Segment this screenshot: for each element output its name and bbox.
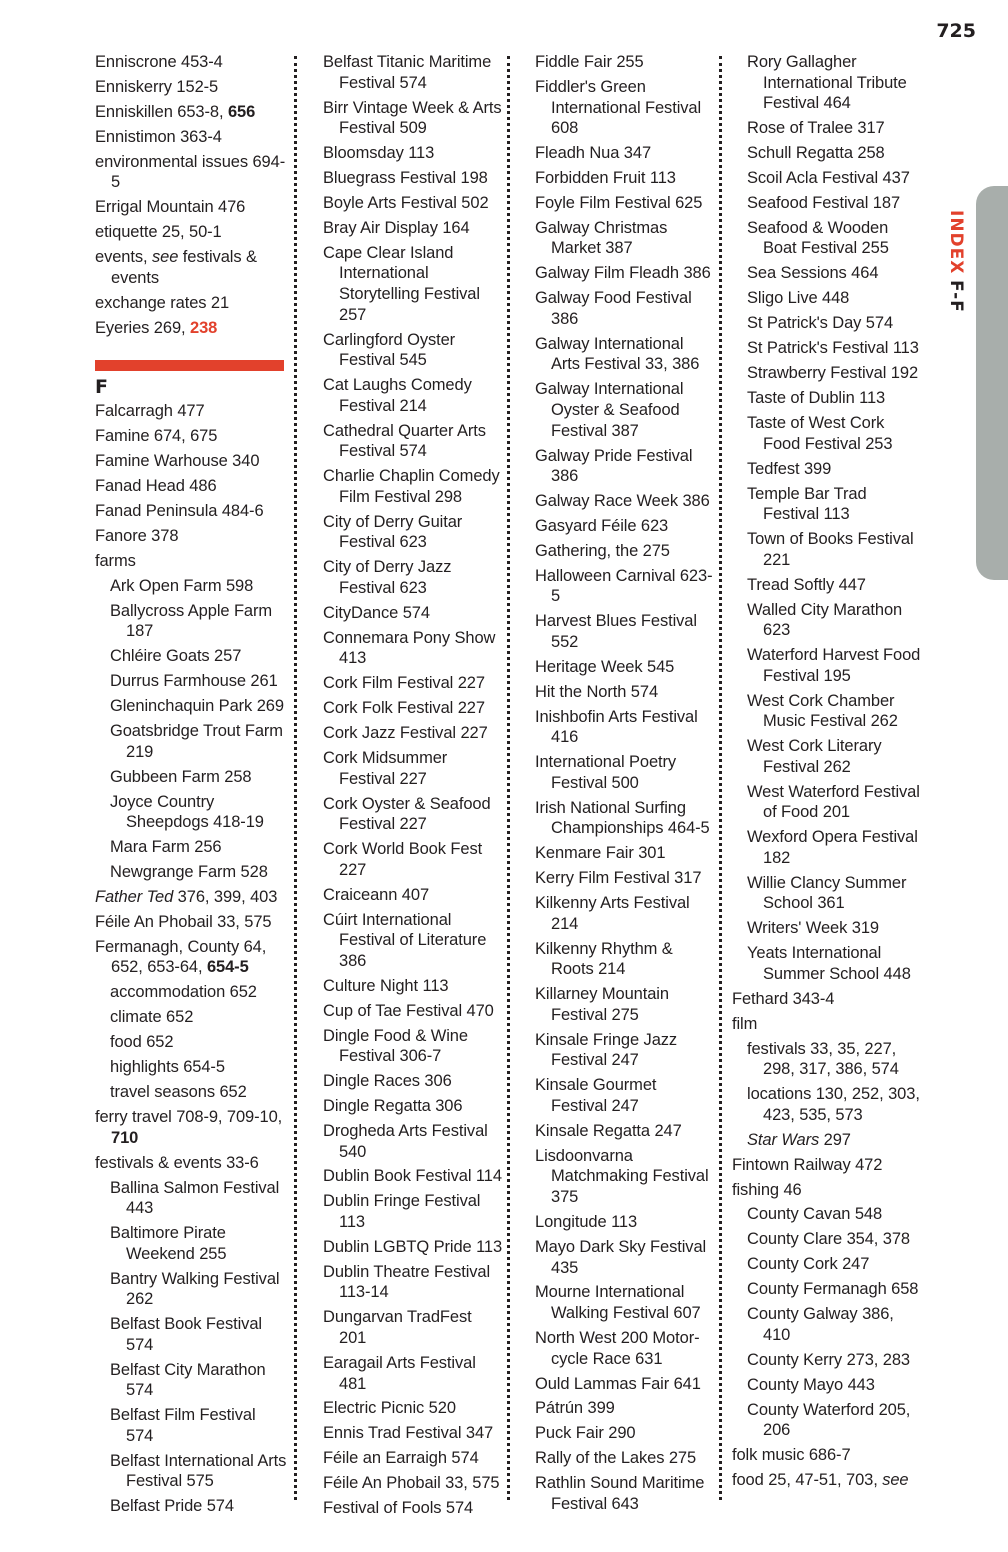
index-subentry: St Patrick's Festival 113 (747, 339, 919, 358)
index-entry: Foyle Film Festival 625 (535, 193, 703, 212)
index-entry: Falcarragh 477 (95, 402, 205, 421)
index-entry: Harvest Blues Festival 552 (535, 612, 697, 651)
entry-text-part: Star Wars (747, 1130, 820, 1149)
column-divider (294, 56, 297, 1500)
index-entry: Bloomsday 113 (323, 144, 435, 163)
index-entry: Cork Midsummer Festival 227 (323, 749, 448, 788)
index-subentry: Chléire Goats 257 (110, 647, 242, 666)
index-entry: Dingle Regatta 306 (323, 1097, 463, 1115)
index-entry: Pátrún 399 (535, 1399, 615, 1418)
index-entry: Festival of Fools 574 (323, 1499, 474, 1518)
index-entry: Connemara Pony Show 413 (323, 628, 496, 668)
index-subentry: Belfast Book Festival 574 (110, 1315, 262, 1354)
page-ref-map: 238 (190, 318, 218, 337)
index-subentry: Goatsbridge Trout Farm 219 (110, 722, 283, 761)
index-entry: Fanad Head 486 (95, 477, 217, 496)
index-entry: Kilkenny Arts Festival 214 (535, 894, 690, 933)
index-entry: Cork Film Festival 227 (323, 674, 485, 693)
index-subentry: Newgrange Farm 528 (110, 863, 268, 881)
entry-text-part: Father Ted (95, 887, 174, 906)
entry-text-part: 376, 399, 403 (173, 887, 278, 906)
index-entry: City of Derry Jazz Festival 623 (323, 558, 452, 597)
index-entry: Cork Jazz Festival 227 (323, 724, 488, 743)
index-subentry: Wexford Opera Festival 182 (747, 828, 918, 867)
index-entry: film (732, 1014, 758, 1033)
index-subentry: Gleninchaquin Park 269 (110, 697, 284, 716)
index-subentry: Belfast City Marathon 574 (110, 1360, 266, 1400)
index-entry: Mayo Dark Sky Festival 435 (535, 1237, 707, 1277)
index-entry: Longitude 113 (535, 1213, 638, 1231)
index-entry: Boyle Arts Festival 502 (323, 193, 489, 212)
index-subentry: County Clare 354, 378 (747, 1230, 911, 1249)
index-subentry: Tread Softly 447 (747, 575, 866, 594)
index-subentry: Town of Books Festival 221 (747, 530, 914, 569)
index-entry (95, 937, 287, 978)
index-entry: Cathedral Quarter Arts Festival 574 (323, 421, 486, 461)
entry-text-part: see (882, 1471, 909, 1490)
index-entry: Craiceann 407 (323, 885, 430, 904)
index-entry: Heritage Week 545 (535, 657, 675, 676)
page-ref-bold: 710 (111, 1128, 139, 1147)
entry-text-part: Eyeries 269, (95, 318, 191, 337)
index-entry: Forbidden Fruit 113 (535, 169, 676, 187)
index-entry (95, 318, 287, 339)
index-column-1 (95, 52, 287, 1521)
index-entry: Dublin Book Festival 114 (323, 1167, 502, 1186)
index-entry: Galway Christmas Market 387 (535, 218, 668, 258)
index-entry: Famine 674, 675 (95, 427, 218, 446)
index-subentry: Ballina Salmon Festival 443 (110, 1178, 280, 1218)
index-entry: Féile An Phobail 33, 575 (95, 912, 272, 931)
index-entry: Rally of the Lakes 275 (535, 1449, 697, 1468)
index-column-4 (732, 52, 924, 1495)
column-divider (507, 56, 510, 1500)
entry-text-part: ferry travel 708-9, 709-10, (95, 1108, 283, 1127)
index-entry: Rathlin Sound Maritime Festival 643 (535, 1474, 705, 1513)
index-subentry: Rose of Tralee 317 (747, 119, 885, 138)
index-subentry: Waterford Harvest Food Festival 195 (747, 646, 921, 685)
column-divider (719, 56, 722, 1500)
index-subentry: St Patrick's Day 574 (747, 314, 894, 333)
index-entry: festivals & events 33-6 (95, 1153, 259, 1172)
index-entry: Dublin Theatre Festival 113-14 (323, 1262, 491, 1302)
index-subentry: Belfast Film Festival 574 (110, 1406, 256, 1445)
index-entry: Galway Food Festival 386 (535, 289, 692, 328)
page-ref-bold: 654-5 (206, 958, 249, 977)
index-entry: Kinsale Gourmet Festival 247 (535, 1076, 657, 1115)
index-label: INDEX (946, 210, 966, 275)
index-entry: Cork World Book Fest 227 (323, 840, 483, 879)
index-entry: Puck Fair 290 (535, 1424, 636, 1443)
index-subentry: Gubbeen Farm 258 (110, 767, 252, 786)
index-subentry (732, 1130, 924, 1151)
index-entry: Cork Folk Festival 227 (323, 699, 485, 718)
index-entry: Ennistimon 363-4 (95, 127, 222, 146)
thumb-index-tab (976, 186, 1008, 580)
index-subentry: Baltimore Pirate Weekend 255 (110, 1224, 227, 1263)
index-entry: Dingle Races 306 (323, 1072, 452, 1091)
index-subentry: Yeats International Summer School 448 (747, 944, 911, 983)
index-subentry: Ark Open Farm 598 (110, 576, 254, 595)
index-entry: Carlingford Oyster Festival 545 (323, 330, 456, 370)
index-entry: Dungarvan TradFest 201 (323, 1308, 472, 1347)
entry-text-part: events, (95, 248, 152, 267)
index-entry: Galway Film Fleadh 386 (535, 264, 711, 283)
index-entry: Earagail Arts Festival 481 (323, 1353, 476, 1393)
index-entry: Killarney Mountain Festival 275 (535, 985, 669, 1024)
index-subentry: County Cork 247 (747, 1255, 870, 1274)
index-entry: Fiddle Fair 255 (535, 53, 644, 71)
index-entry (95, 887, 287, 908)
index-subentry: Bantry Walking Festival 262 (110, 1269, 280, 1309)
index-subentry: West Cork Literary Festival 262 (747, 737, 882, 776)
index-entry: Halloween Carnival 623-5 (535, 566, 713, 606)
index-subentry: County Waterford 205, 206 (747, 1400, 911, 1440)
index-entry: Fiddler's Green International Festival 608 (535, 77, 702, 138)
index-entry: Gasyard Féile 623 (535, 517, 669, 535)
index-entry: Hit the North 574 (535, 682, 659, 701)
index-subentry: accommodation 652 (110, 983, 257, 1002)
index-entry: Birr Vintage Week & Arts Festival 509 (323, 98, 502, 138)
index-entry: folk music 686-7 (732, 1446, 851, 1465)
index-subentry: Mara Farm 256 (110, 838, 222, 857)
entry-text-part: 297 (819, 1130, 851, 1149)
index-entry: Ennis Trad Festival 347 (323, 1424, 494, 1443)
index-entry: etiquette 25, 50-1 (95, 223, 222, 242)
index-subentry: West Waterford Festival of Food 201 (747, 782, 920, 822)
index-entry: Kenmare Fair 301 (535, 844, 666, 863)
index-entry: farms (95, 551, 136, 570)
index-subentry: Schull Regatta 258 (747, 144, 885, 163)
index-entry: Enniskerry 152-5 (95, 77, 219, 96)
index-entry: Kerry Film Festival 317 (535, 869, 702, 888)
index-entry: Charlie Chaplin Comedy Film Festival 298 (323, 467, 500, 506)
index-subentry: travel seasons 652 (110, 1083, 247, 1102)
index-subentry: County Cavan 548 (747, 1205, 883, 1224)
page-ref-bold: 656 (227, 102, 256, 121)
index-subentry: County Galway 386, 410 (747, 1305, 894, 1344)
index-entry (95, 247, 287, 288)
index-subentry: food 652 (110, 1033, 174, 1052)
index-subentry: highlights 654-5 (110, 1058, 225, 1077)
index-entry (95, 1107, 287, 1148)
index-column-3 (535, 52, 715, 1519)
index-subentry: West Cork Chamber Music Festival 262 (747, 691, 898, 731)
index-subentry: Temple Bar Trad Festival 113 (747, 484, 867, 524)
index-subentry: County Mayo 443 (747, 1375, 875, 1394)
index-entry: Dublin LGBTQ Pride 113 (323, 1237, 503, 1256)
letter-section-bar (95, 360, 284, 371)
index-entry: Féile An Phobail 33, 575 (323, 1474, 500, 1493)
index-subentry: Strawberry Festival 192 (747, 364, 919, 383)
index-entry: Cape Clear Island International Storytelling Festival 257 (323, 243, 480, 324)
index-entry: City of Derry Guitar Festival 623 (323, 512, 463, 552)
index-entry: Belfast Titanic Maritime Festival 574 (323, 53, 492, 92)
index-entry: Drogheda Arts Festival 540 (323, 1121, 488, 1161)
index-subentry: locations 130, 252, 303, 423, 535, 573 (747, 1085, 920, 1124)
index-subentry: Sligo Live 448 (747, 289, 850, 308)
index-subentry: Taste of Dublin 113 (747, 389, 886, 408)
index-entry: Enniscrone 453-4 (95, 53, 223, 71)
index-subentry: climate 652 (110, 1008, 194, 1027)
index-entry: Bray Air Display 164 (323, 218, 470, 237)
index-entry: Gathering, the 275 (535, 541, 670, 560)
index-entry: Cúirt International Festival of Literature 386 (323, 910, 487, 970)
index-entry: Mourne International Walking Festival 607 (535, 1283, 701, 1323)
index-entry: Cup of Tae Festival 470 (323, 1001, 494, 1020)
index-subentry: Joyce Country Sheepdogs 418-19 (110, 792, 264, 832)
index-entry: Féile an Earraigh 574 (323, 1449, 479, 1468)
index-subentry: Sea Sessions 464 (747, 264, 879, 283)
index-subentry: festivals 33, 35, 227, 298, 317, 386, 574 (747, 1039, 899, 1079)
entry-text-part: food 25, 47-51, 703, (732, 1471, 883, 1490)
index-subentry: Belfast International Arts Festival 575 (110, 1451, 287, 1491)
index-entry: environmental issues 694-5 (95, 152, 286, 192)
index-subentry: Tedfest 399 (747, 459, 832, 478)
entry-text-part: see (151, 248, 179, 267)
index-entry: Electric Picnic 520 (323, 1399, 456, 1418)
index-subentry: Seafood Festival 187 (747, 193, 901, 212)
index-entry: Irish National Surfing Championships 464-5 (535, 798, 710, 838)
index-entry (95, 102, 287, 123)
index-entry: Galway Race Week 386 (535, 492, 710, 511)
index-entry: Inishbofin Arts Festival 416 (535, 707, 698, 747)
entry-text-part: festivals & events (111, 248, 257, 287)
index-entry: Errigal Mountain 476 (95, 198, 246, 217)
index-subentry: Willie Clancy Summer School 361 (747, 873, 907, 913)
index-entry (732, 1470, 924, 1491)
index-entry: Dingle Food & Wine Festival 306-7 (323, 1026, 468, 1066)
index-subentry: Seafood & Wooden Boat Festival 255 (747, 218, 889, 258)
index-entry: CityDance 574 (323, 603, 430, 622)
index-subentry: Durrus Farmhouse 261 (110, 672, 278, 691)
index-entry: Kinsale Fringe Jazz Festival 247 (535, 1030, 678, 1070)
index-entry: Fleadh Nua 347 (535, 144, 652, 163)
index-entry: International Poetry Festival 500 (535, 753, 677, 792)
index-entry: Cat Laughs Comedy Festival 214 (323, 376, 472, 415)
index-entry: Galway International Oyster & Seafood Festival 387 (535, 380, 684, 440)
entry-text-part: Fermanagh, County 64, 652, 653-64, (95, 937, 267, 977)
index-entry: Cork Oyster & Seafood Festival 227 (323, 794, 491, 834)
index-section-label (942, 210, 970, 330)
index-entry: Galway International Arts Festival 33, 386 (535, 334, 700, 374)
index-subentry: Taste of West Cork Food Festival 253 (747, 414, 893, 453)
index-column-2 (323, 52, 503, 1523)
index-range: F-F (946, 280, 966, 314)
index-entry: Kilkenny Rhythm & Roots 214 (535, 939, 673, 979)
index-entry: North West 200 Motor-cycle Race 631 (535, 1329, 700, 1368)
index-entry: Lisdoonvarna Matchmaking Festival 375 (535, 1146, 709, 1207)
index-subentry: Walled City Marathon 623 (747, 600, 903, 640)
index-entry: Galway Pride Festival 386 (535, 446, 693, 486)
index-subentry: Writers' Week 319 (747, 919, 879, 938)
index-entry: Famine Warhouse 340 (95, 452, 260, 471)
letter-heading: F (95, 376, 108, 399)
index-entry: Fanore 378 (95, 526, 179, 545)
index-entry: Culture Night 113 (323, 976, 449, 995)
page-number: 725 (936, 20, 976, 42)
index-subentry: Rory Gallagher International Tribute Festival 464 (747, 53, 907, 113)
index-entry: Dublin Fringe Festival 113 (323, 1192, 481, 1231)
index-subentry: Ballycross Apple Farm 187 (110, 601, 273, 641)
index-entry: Kinsale Regatta 247 (535, 1121, 682, 1140)
index-entry: Fintown Railway 472 (732, 1155, 883, 1174)
index-entry: Bluegrass Festival 198 (323, 169, 488, 187)
entry-text-part: Enniskillen 653-8, (95, 102, 228, 121)
index-subentry: County Fermanagh 658 (747, 1280, 919, 1299)
index-entry: Fanad Peninsula 484-6 (95, 501, 264, 520)
index-entry: fishing 46 (732, 1180, 802, 1199)
index-entry: Ould Lammas Fair 641 (535, 1374, 701, 1393)
index-entry: exchange rates 21 (95, 293, 230, 312)
index-entry: Fethard 343-4 (732, 989, 835, 1008)
index-subentry: Scoil Acla Festival 437 (747, 169, 910, 187)
index-subentry: Belfast Pride 574 (110, 1497, 234, 1516)
index-subentry: County Kerry 273, 283 (747, 1350, 910, 1369)
